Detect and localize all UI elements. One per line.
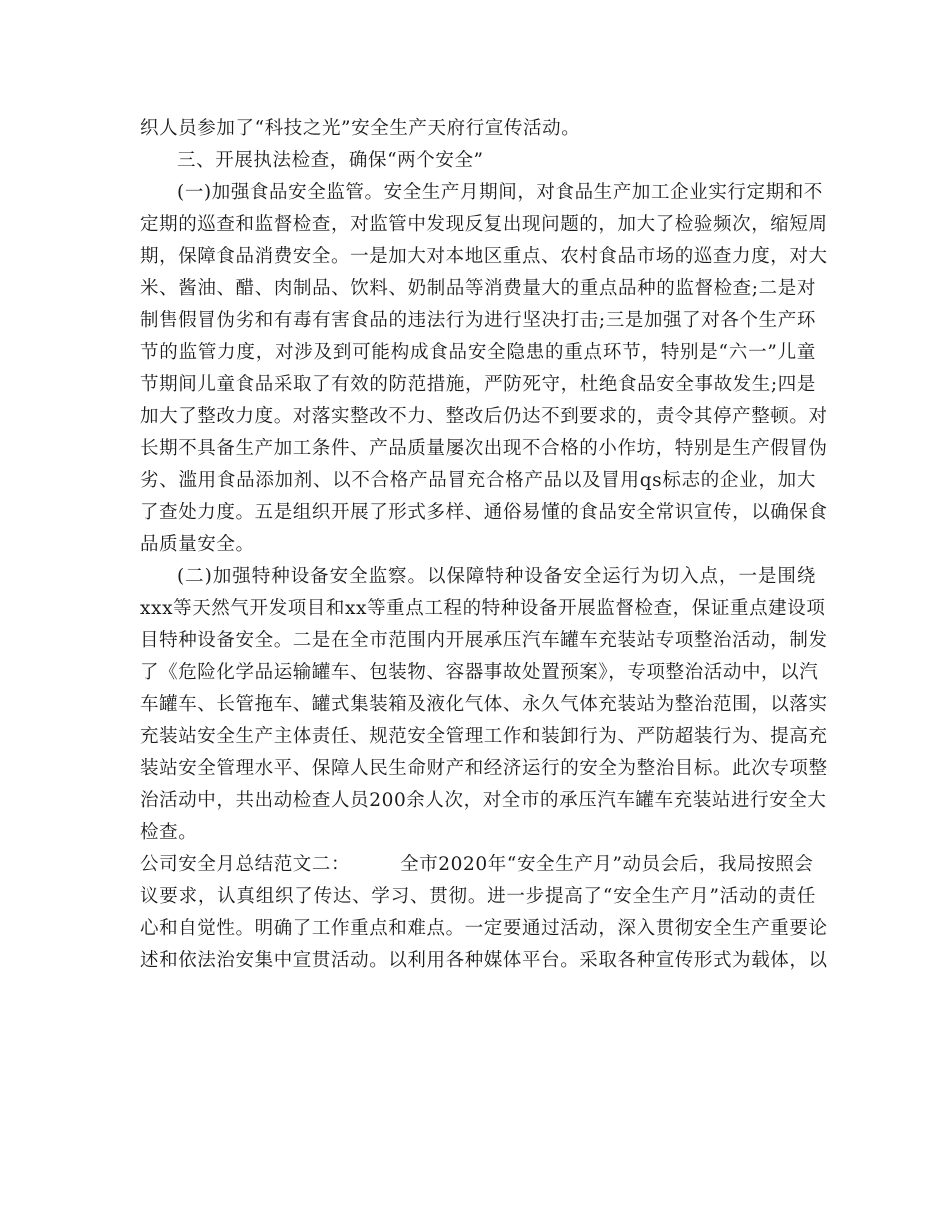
section-two-first-line: 全市2020年“安全生产月”动员会后，我局按照会 bbox=[400, 854, 814, 875]
text-line: 充装站安全生产主体责任、规范安全管理工作和装卸行为、严防超装行为、提高充 bbox=[140, 726, 828, 747]
text-line: (二)加强特种设备安全监察。以保障特种设备安全运行为切入点，一是围绕 bbox=[177, 566, 816, 587]
text-line: 目特种设备安全。二是在全市范围内开展承压汽车罐车充装站专项整治活动，制发 bbox=[140, 630, 828, 651]
section-heading: 三、开展执法检查，确保“两个安全” bbox=[177, 150, 484, 171]
text-line: 了查处力度。五是组织开展了形式多样、通俗易懂的食品安全常识宣传，以确保食 bbox=[140, 502, 828, 523]
text-line: 加大了整改力度。对落实整改不力、整改后仍达不到要求的，责令其停产整顿。对 bbox=[140, 406, 828, 427]
text-line: 心和自觉性。明确了工作重点和难点。一定要通过活动，深入贯彻安全生产重要论 bbox=[140, 918, 828, 939]
text-line: 车罐车、长管拖车、罐式集装箱及液化气体、永久气体充装站为整治范围，以落实 bbox=[140, 694, 828, 715]
text-line: xxx等天然气开发项目和xx等重点工程的特种设备开展监督检查，保证重点建设项 bbox=[140, 598, 826, 619]
text-line: 期，保障食品消费安全。一是加大对本地区重点、农村食品市场的巡查力度，对大 bbox=[140, 246, 828, 267]
text-line: 述和依法治安集中宣贯活动。以利用各种媒体平台。采取各种宣传形式为载体，以 bbox=[140, 950, 828, 971]
document-body bbox=[140, 113, 828, 977]
text-line: 节期间儿童食品采取了有效的防范措施，严防死守，杜绝食品安全事故发生;四是 bbox=[140, 374, 816, 395]
text-line: 品质量安全。 bbox=[140, 534, 255, 555]
text-line: (一)加强食品安全监管。安全生产月期间，对食品生产加工企业实行定期和不 bbox=[177, 182, 823, 203]
text-line: 节的监管力度，对涉及到可能构成食品安全隐患的重点环节，特别是“六一”儿童 bbox=[140, 342, 816, 363]
text-line: 定期的巡查和监督检查，对监管中发现反复出现问题的，加大了检验频次，缩短周 bbox=[140, 214, 828, 235]
section-two-intro bbox=[140, 849, 816, 881]
text-line: 装站安全管理水平、保障人民生命财产和经济运行的安全为整治目标。此次专项整 bbox=[140, 758, 828, 779]
text-line: 治活动中，共出动检查人员200余人次，对全市的承压汽车罐车充装站进行安全大 bbox=[140, 790, 827, 811]
section-two-heading: 公司安全月总结范文二： bbox=[140, 854, 351, 875]
text-line: 劣、滥用食品添加剂、以不合格产品冒充合格产品以及冒用qs标志的企业，加大 bbox=[140, 470, 816, 491]
text-line: 议要求，认真组织了传达、学习、贯彻。进一步提高了“安全生产月”活动的责任 bbox=[140, 886, 816, 907]
text-line: 米、酱油、醋、肉制品、饮料、奶制品等消费量大的重点品种的监督检查;二是对 bbox=[140, 278, 816, 299]
text-line: 织人员参加了“科技之光”安全生产天府行宣传活动。 bbox=[140, 118, 581, 139]
text-line: 制售假冒伪劣和有毒有害食品的违法行为进行坚决打击;三是加强了对各个生产环 bbox=[140, 310, 816, 331]
text-line: 长期不具备生产加工条件、产品质量屡次出现不合格的小作坊，特别是生产假冒伪 bbox=[140, 438, 828, 459]
text-line: 了《危险化学品运输罐车、包装物、容器事故处置预案》，专项整治活动中，以汽 bbox=[140, 662, 819, 683]
text-line: 检查。 bbox=[140, 822, 198, 843]
